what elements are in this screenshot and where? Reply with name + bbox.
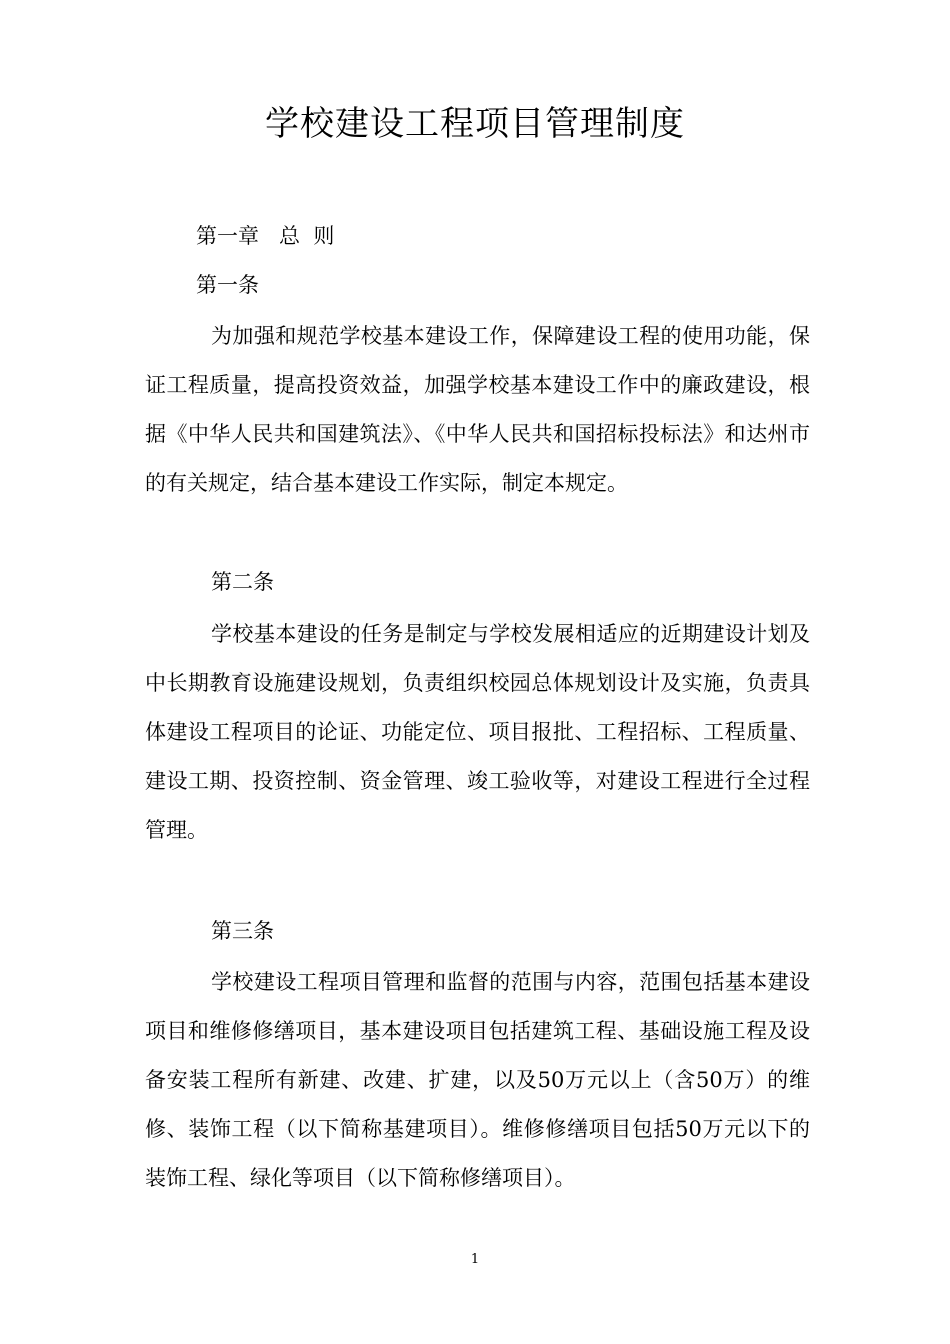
article-1-text: 为加强和规范学校基本建设工作，保障建设工程的使用功能，保证工程质量，提高投资效益，加强学校基本建设工作中的廉政建设，根据《中华人民共和国建筑法》、《中华人民共和国招标投标法》和达州市的有关规定，结合基本建设工作实际，制定本规定。 [145,324,810,495]
article-1-heading: 第一条 [196,273,259,297]
article-3-text: 学校建设工程项目管理和监督的范围与内容，范围包括基本建设项目和维修修缮项目，基本建设项目包括建筑工程、基础设施工程及设备安装工程所有新建、改建、扩建，以及50万元以上（含50万）的维修、装饰工程（以下简称基建项目）。维修修缮项目包括50万元以下的装饰工程、绿化等项目（以下简称修缮项目）。 [145,970,810,1190]
document-title: 学校建设工程项目管理制度 [265,104,685,144]
article-2-text: 学校基本建设的任务是制定与学校发展相适应的近期建设计划及中长期教育设施建设规划，负责组织校园总体规划设计及实施，负责具体建设工程项目的论证、功能定位、项目报批、工程招标、工程质量、建设工期、投资控制、资金管理、竣工验收等，对建设工程进行全过程管理。 [145,622,810,842]
article-2-heading: 第二条 [211,570,274,594]
chapter-heading: 第一章 总 则 [196,224,335,248]
article-3-heading: 第三条 [211,919,274,943]
page-number: 1 [470,1252,480,1267]
